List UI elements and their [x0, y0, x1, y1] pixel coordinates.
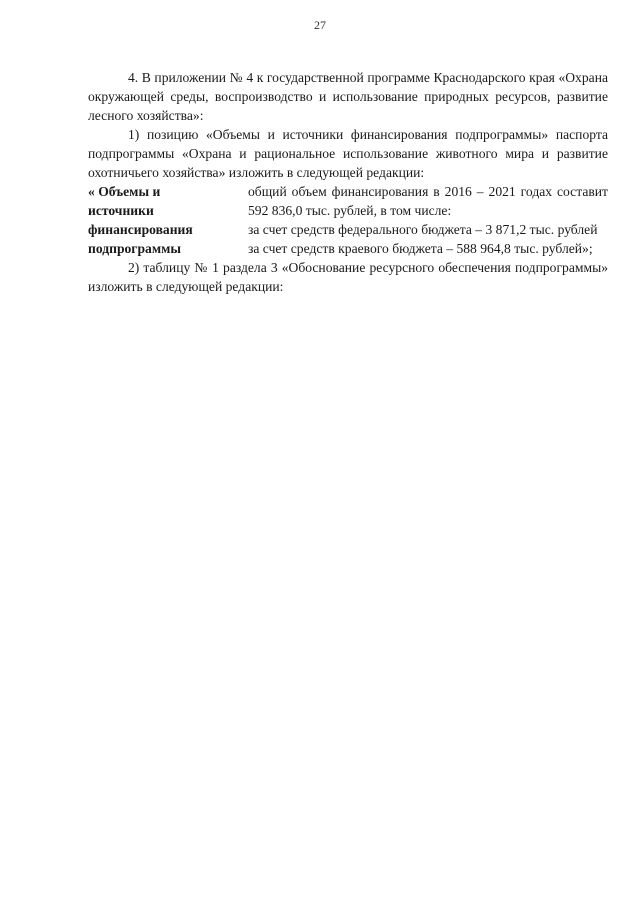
- passport-label: [88, 182, 248, 258]
- paragraph-subitem-2: 2) таблицу № 1 раздела 3 «Обоснование ресурсного обеспечения подпрограммы» изложить в следующей редакции:: [88, 260, 608, 294]
- page-number: 27: [314, 18, 326, 32]
- passport-label-line: финансирования: [88, 222, 193, 237]
- passport-values: [248, 182, 608, 258]
- financing-federal: за счет средств федерального бюджета – 3 871,2 тыс. рублей: [248, 222, 598, 237]
- financing-regional: за счет средств краевого бюджета – 588 964,8 тыс. рублей»;: [248, 241, 593, 256]
- paragraph-subitem-1: 1) позицию «Объемы и источники финансирования подпрограммы» паспорта подпрограммы «Охрана и рациональное использование животного мира и развитие охотничьего хозяйства» изложить в следующей редакции:: [88, 127, 608, 180]
- passport-label-line: источники: [88, 203, 154, 218]
- paragraph-item-4: 4. В приложении № 4 к государственной программе Краснодарского края «Охрана окружающей среды, воспроизводство и использование природных ресурсов, развитие лесного хозяйства»:: [88, 70, 608, 123]
- passport-label-line: подпрограммы: [88, 241, 181, 256]
- financing-passport-block: [88, 182, 608, 258]
- financing-total: общий объем финансирования в 2016 – 2021 годах составит 592 836,0 тыс. рублей, в том числе:: [248, 184, 608, 218]
- passport-label-line: « Объемы и: [88, 184, 161, 199]
- document-body: [88, 68, 608, 296]
